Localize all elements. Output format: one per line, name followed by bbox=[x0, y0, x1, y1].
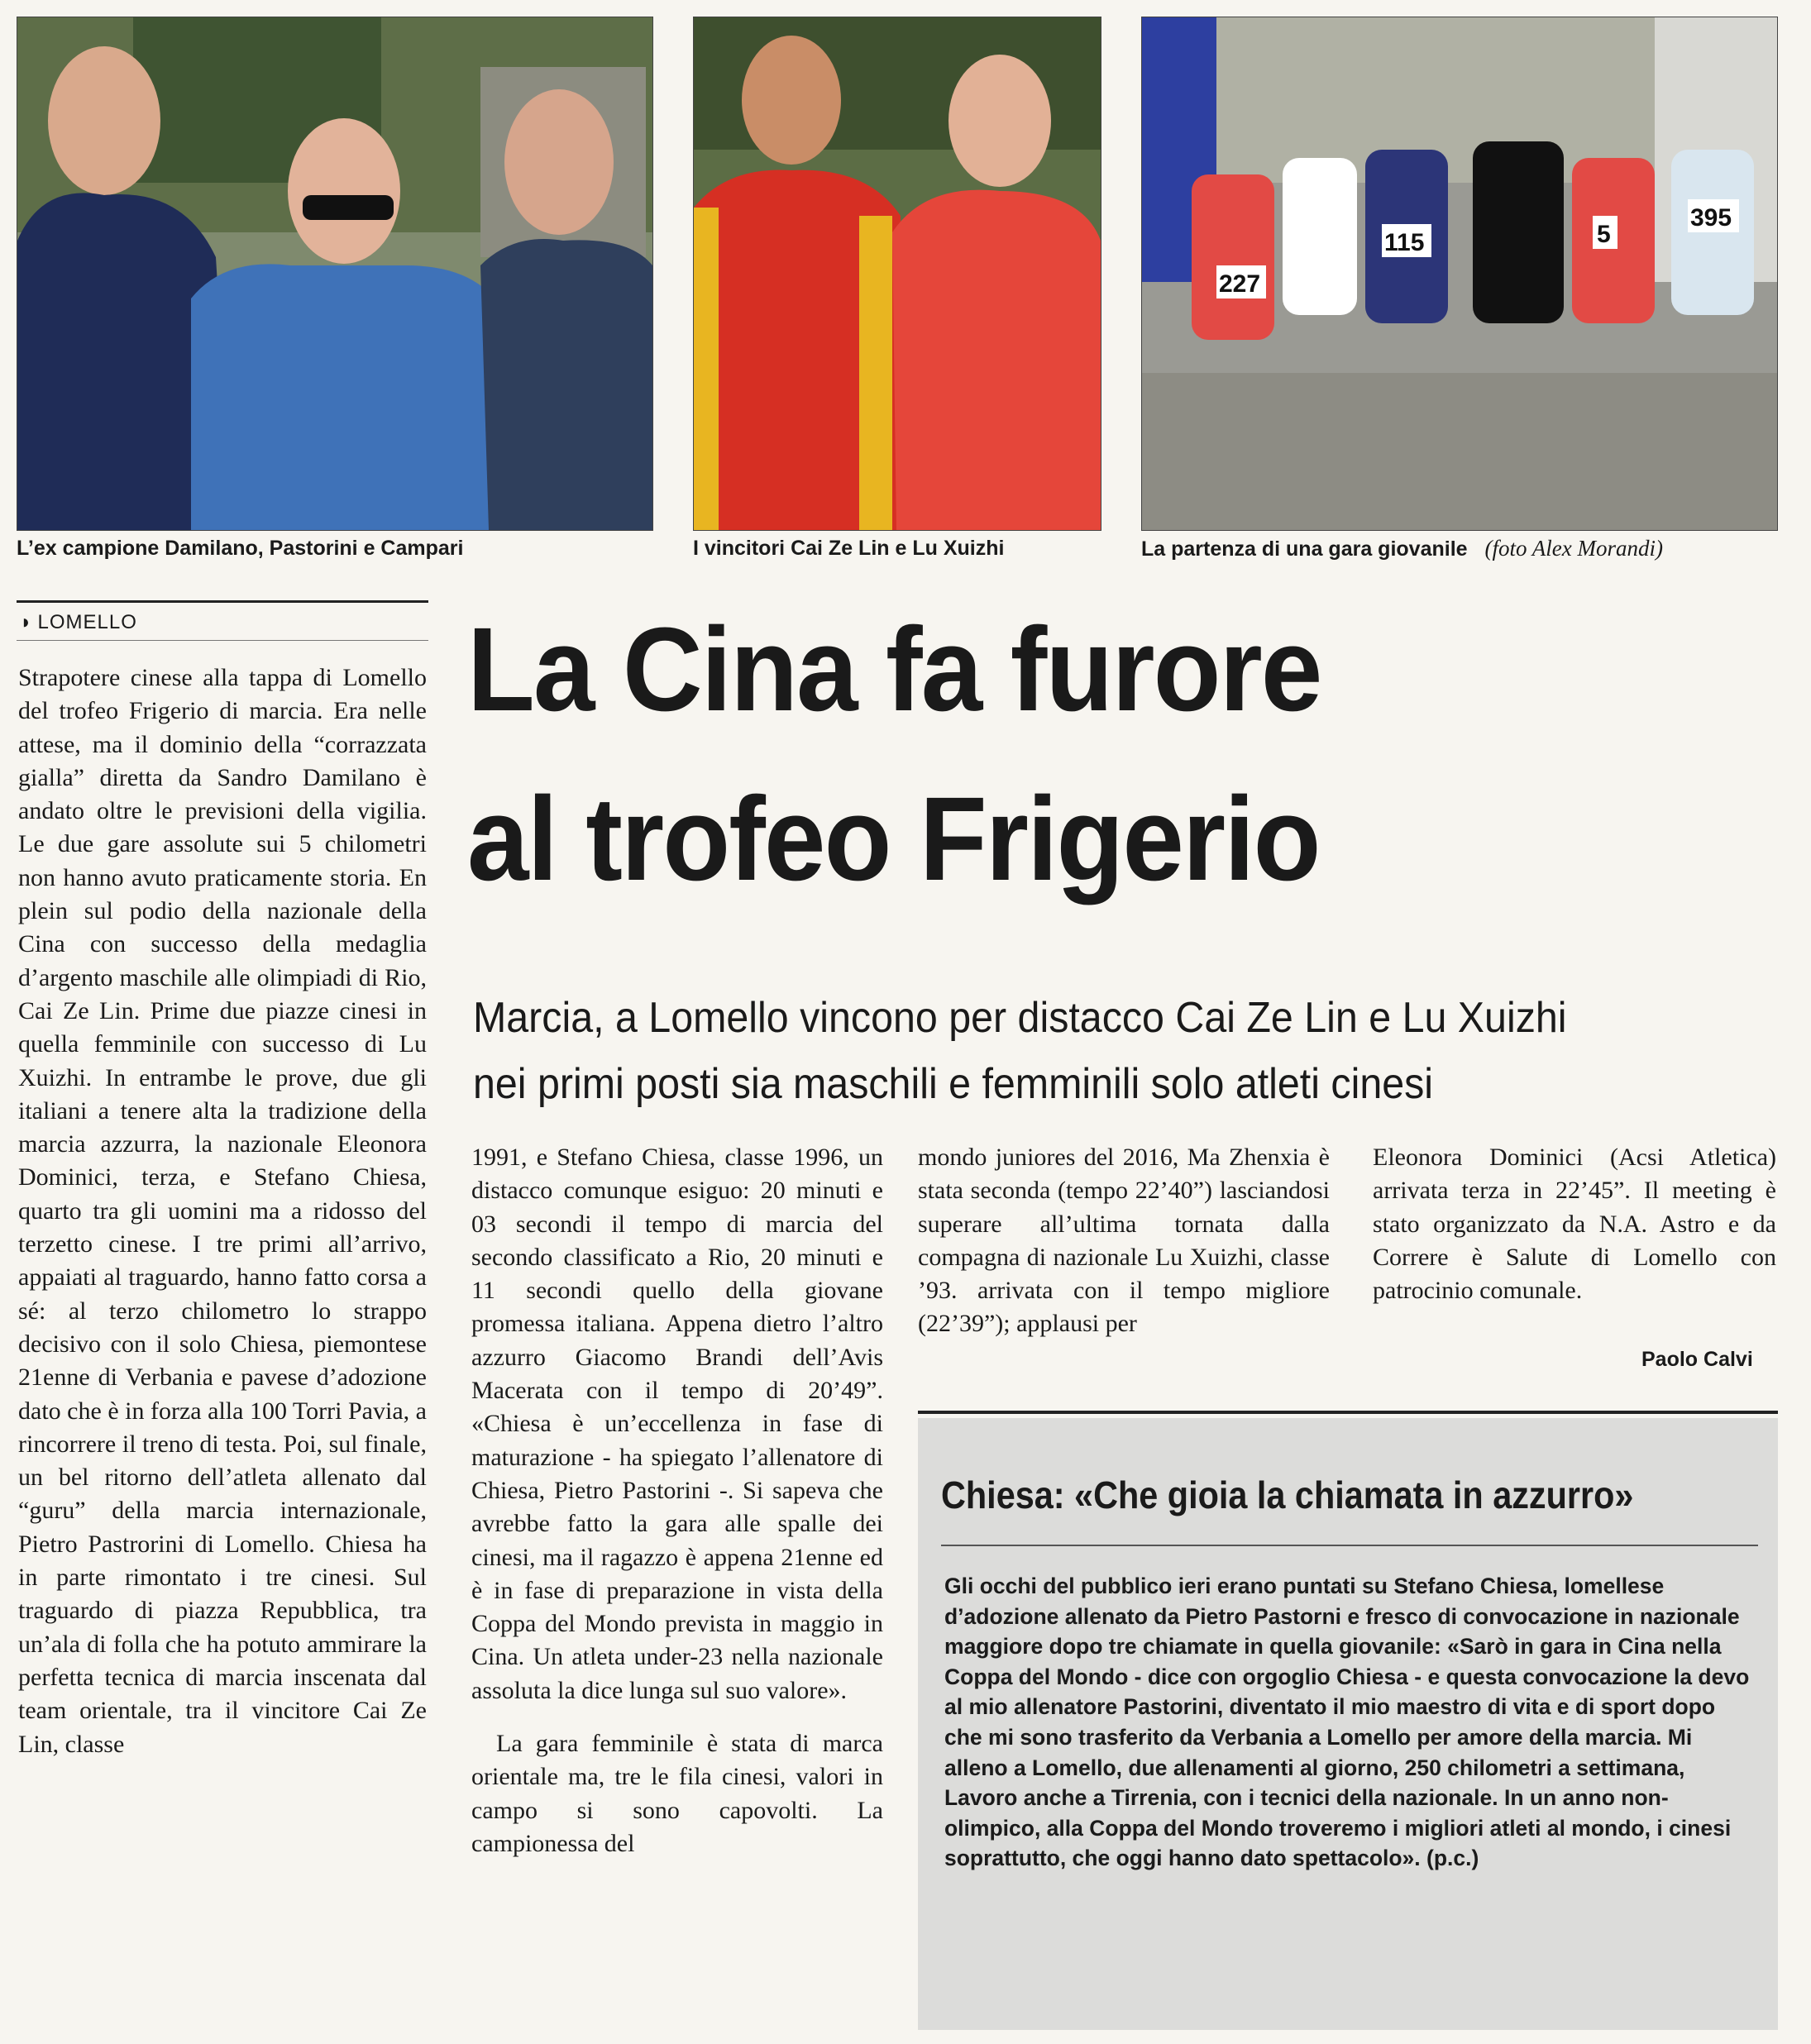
photo-damilano-pastorini-campari bbox=[17, 17, 653, 531]
bib-number: 115 bbox=[1384, 229, 1425, 256]
photo-race-start bbox=[1141, 17, 1778, 531]
sidebar-text: Gli occhi del pubblico ieri erano puntati su Stefano Chiesa, lomellese d’adozione allenato da Pietro Pastorni e fresco di convocazione in nazionale maggiore dopo tre chiamate in quella giovanile: «Sarò in gara in Cina nella Coppa del Mondo - dice con orgoglio Chiesa - e questa convocazione la devo al mio allenatore Pastorini, diventato il mio maestro di vita e di sport dopo che mi sono trasferito da Verbania a Lomello per amore della marcia. Mi alleno a Lomello, due allenamenti al giorno, 250 chilometri a settimana, Lavoro anche a Tirrenia, con i tecnici della nazionale. In un anno non-olimpico, alla Coppa del Mondo troveremo i migliori atleti al mondo, i cinesi soprattutto, che oggi hanno dato spettacolo». (p.c.) bbox=[944, 1574, 1750, 1871]
section-rule bbox=[17, 600, 428, 603]
byline: Paolo Calvi bbox=[1641, 1348, 1753, 1371]
article-column-1 bbox=[18, 661, 427, 1761]
photo-caption-text: La partenza di una gara giovanile bbox=[1141, 537, 1468, 561]
article-column-4 bbox=[1373, 1141, 1776, 1307]
subhead-line-2: nei primi posti sia maschili e femminili solo atleti cinesi bbox=[473, 1060, 1434, 1108]
photo-credit: (foto Alex Morandi) bbox=[1484, 536, 1663, 561]
sidebar-title-rule bbox=[941, 1545, 1758, 1546]
article-paragraph: Eleonora Dominici (Acsi Atletica) arrivata terza in 22’45”. Il meeting è stato organizzato da N.A. Astro e da Correre è Salute di Lomello con patrocinio comunale. bbox=[1373, 1144, 1776, 1305]
subhead-line-1: Marcia, a Lomello vincono per distacco Cai Ze Lin e Lu Xuizhi bbox=[473, 994, 1567, 1042]
bib-number: 5 bbox=[1597, 221, 1611, 248]
article-column-2 bbox=[471, 1141, 883, 1860]
article-paragraph: La gara femminile è stata di marca orientale ma, tre le fila cinesi, valori in campo si sono capovolti. La campionessa del bbox=[471, 1730, 883, 1857]
bib-number: 395 bbox=[1690, 204, 1732, 232]
sidebar-title: Chiesa: «Che gioia la chiamata in azzurro» bbox=[941, 1473, 1634, 1516]
section-rule bbox=[17, 640, 428, 641]
section-label: ◗ LOMELLO bbox=[20, 611, 137, 634]
photo-caption: L’ex campione Damilano, Pastorini e Campari bbox=[17, 537, 464, 560]
bib-number: 227 bbox=[1219, 270, 1261, 298]
photo-caption bbox=[1141, 536, 1663, 561]
article-paragraph: 1991, e Stefano Chiesa, classe 1996, un distacco comunque esiguo: 20 minuti e 03 secondi il tempo di marcia del secondo classificato a Rio, 20 minuti e 11 secondi quello della giovane promessa italiana. Appena dietro l’altro azzurro Giacomo Brandi dell’Avis Macerata con il tempo di 20’49”. «Chiesa è un’eccellenza in fase di maturazione - ha spiegato l’allenatore di Chiesa, Pietro Pastorini -. Si sapeva che avrebbe fatto la gara alle spalle dei cinesi, ma il ragazzo è appena 21enne ed è in fase di preparazione in vista della Coppa del Mondo prevista in maggio in Cina. Un atleta under-23 nella nazionale assoluta la dice lunga sul suo valore». bbox=[471, 1144, 883, 1704]
article-column-3 bbox=[918, 1141, 1330, 1341]
photo-chinese-winners bbox=[693, 17, 1101, 531]
photo-caption: I vincitori Cai Ze Lin e Lu Xuizhi bbox=[693, 537, 1005, 560]
article-paragraph: Strapotere cinese alla tappa di Lomello del trofeo Frigerio di marcia. Era nelle attese, ma il dominio della “corrazzata gialla” diretta da Sandro Damilano è andato oltre le previsioni della vigilia. Le due gare assolute sui 5 chilometri non hanno avuto praticamente storia. En plein sul podio della nazionale della Cina con successo della medaglia d’argento maschile alle olimpiadi di Rio, Cai Ze Lin. Prime due piazze cinesi in quella femminile con successo di Lu Xuizhi. In entrambe le prove, due gli italiani a tenere alta la tradizione della marcia azzurra, la nazionale Eleonora Dominici, terza, e Stefano Chiesa, quarto tra gli uomini ma a ridosso del terzetto cinese. I tre primi all’arrivo, appaiati al traguardo, hanno fatto corsa a sé: al terzo chilometro lo strappo decisivo con il solo Chiesa, piemontese 21enne di Verbania e pavese d’adozione dato che è in forza alla 100 Torri Pavia, a rincorrere il treno di testa. Poi, sul finale, un bel ritorno dell’atleta allenato dal “guru” della marcia internazionale, Pietro Pastrorini di Lomello. Chiesa ha in parte rimontato i tre cinesi. Sul traguardo di piazza Repubblica, tra un’ala di folla che ha potuto ammirare la perfetta tecnica di marcia inscenata dal team orientale, tra il vincitore Cai Ze Lin, classe bbox=[18, 664, 427, 1758]
headline-line-1: La Cina fa furore bbox=[467, 603, 1321, 736]
sidebar-top-rule bbox=[918, 1411, 1778, 1414]
headline-line-2: al trofeo Frigerio bbox=[467, 772, 1320, 905]
article-paragraph: mondo juniores del 2016, Ma Zhenxia è stata seconda (tempo 22’40”) lasciandosi superare all’ultima tornata dalla compagna di nazionale Lu Xuizhi, classe ’93. arrivata con il tempo migliore (22’39”); applausi per bbox=[918, 1144, 1330, 1338]
